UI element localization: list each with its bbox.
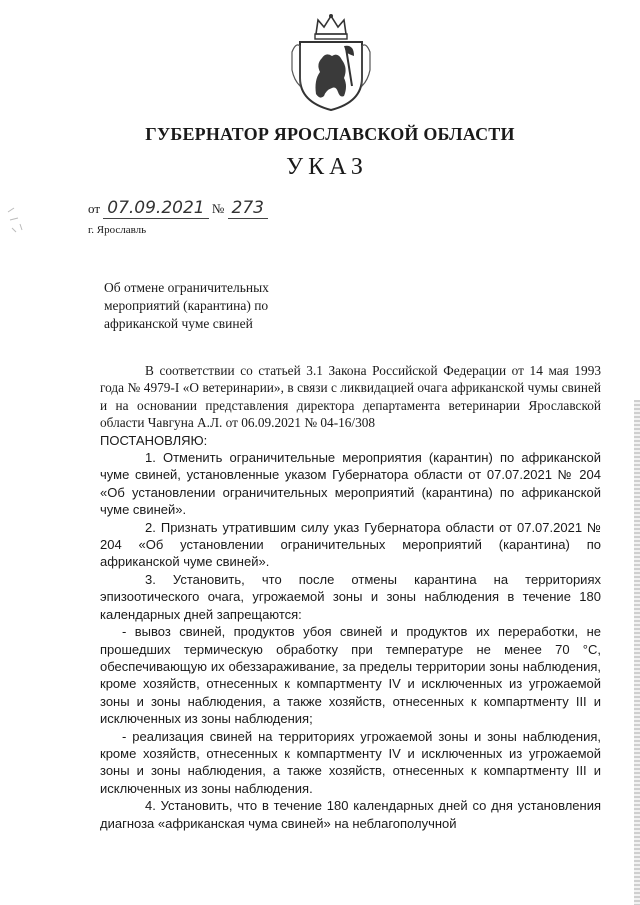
clause-3-subitem: - вывоз свиней, продуктов убоя свиней и продуктов их переработки, не прошедших термическую обработку при температуре не менее 70 °С, обеспечивающую их обеззараживание, за пределы территории зоны наблюдения, кроме хозяйств, отнесенных к компартменту IV и исключенных из угрожаемой зоны и зоны наблюдения, а также хозяйств, отнесенных к компартменту III и исключенных из зоны наблюдения;: [100, 624, 601, 727]
date-prefix: от: [88, 201, 101, 216]
preamble-paragraph: В соответствии со статьей 3.1 Закона Российской Федерации от 14 мая 1993 года № 4979-I «О ветеринарии», в связи с ликвидацией очага африканской чумы свиней и на основании представления директора департамента ветеринарии Ярославской области Чавгуна А.Л. от 06.09.2021 № 04-16/308: [100, 363, 601, 431]
coat-of-arms-bear-icon: [286, 12, 376, 114]
decree-body: [100, 362, 601, 832]
decree-number: 273: [228, 198, 268, 219]
clause-4: 4. Установить, что в течение 180 календарных дней со дня установления диагноза «африканская чума свиней» на неблагополучной: [100, 798, 601, 831]
clause-3-subitem: - реализация свиней на территориях угрожаемой зоны и зоны наблюдения, кроме хозяйств, отнесенных к компартменту IV и исключенных из угрожаемой зоны и зоны наблюдения, а также хозяйств, отнесенных к компартменту III и исключенных из зоны наблюдения.: [100, 728, 601, 796]
issue-city: г. Ярославль: [88, 224, 147, 236]
clause-3: 3. Установить, что после отмены карантина на территориях эпизоотического очага, угрожаемой зоны и зоны наблюдения в течение 180 календарных дней запрещаются:: [100, 571, 601, 622]
number-sign: №: [211, 201, 225, 216]
issuing-authority: ГУБЕРНАТОР ЯРОСЛАВСКОЙ ОБЛАСТИ: [145, 124, 515, 144]
title-line: африканской чуме свиней: [104, 316, 253, 331]
resolve-heading: ПОСТАНОВЛЯЮ:: [100, 432, 208, 448]
clause-2: 2. Признать утратившим силу указ Губернатора области от 07.07.2021 № 204 «Об установлении ограничительных мероприятий (карантина) по африканской чуме свиней».: [100, 519, 601, 570]
decree-title: [104, 279, 304, 333]
scan-edge-artifact: [634, 400, 640, 905]
title-line: Об отмене ограничительных: [104, 280, 269, 295]
date-number-line: [88, 198, 268, 218]
document-type: УКАЗ: [286, 154, 368, 180]
scan-mark-icon: [4, 200, 44, 240]
clause-1: 1. Отменить ограничительные мероприятия (карантин) по африканской чуме свиней, установленные указом Губернатора области от 07.07.2021 № 204 «Об установлении ограничительных мероприятий (карантина) по африканской чуме свиней».: [100, 450, 601, 518]
decree-date: 07.09.2021: [103, 198, 208, 219]
title-line: мероприятий (карантина) по: [104, 298, 269, 313]
